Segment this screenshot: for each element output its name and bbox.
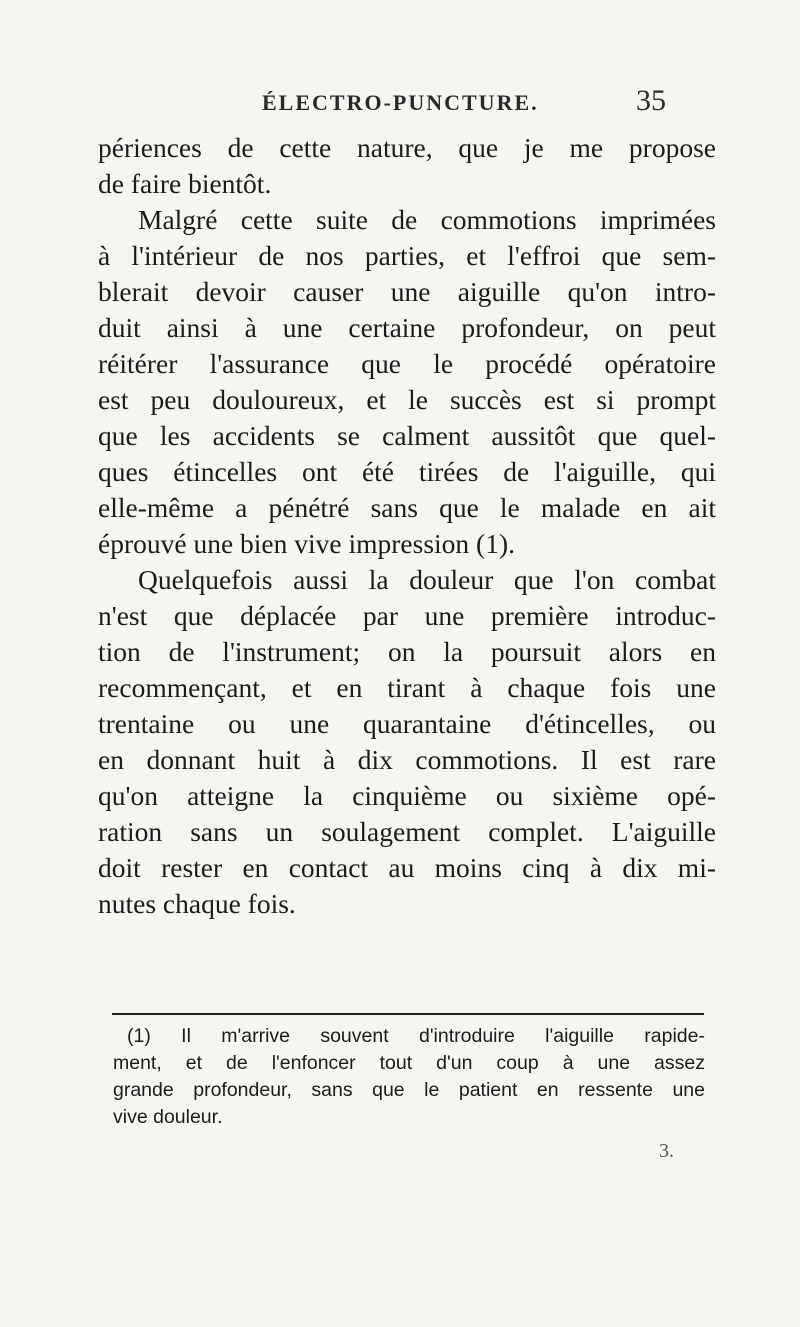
- text-line: de faire bientôt.: [98, 168, 272, 199]
- text-line: est peu douloureux, et le succès est si prompt: [98, 384, 716, 415]
- footnote-rule: [112, 1013, 704, 1015]
- text-line: n'est que déplacée par une première introduc-: [98, 600, 716, 631]
- footnote-line: ment, et de l'enfoncer tout d'un coup à une assez: [113, 1052, 705, 1074]
- text-line: Malgré cette suite de commotions imprimées: [138, 204, 716, 235]
- text-line: tion de l'instrument; on la poursuit alors en: [98, 636, 716, 667]
- footnote-line: vive douleur.: [113, 1106, 223, 1128]
- text-line: à l'intérieur de nos parties, et l'effroi que sem-: [98, 240, 716, 271]
- text-line: trentaine ou une quarantaine d'étincelles, ou: [98, 708, 716, 739]
- text-line: que les accidents se calment aussitôt que quel-: [98, 420, 716, 451]
- text-line: ration sans un soulagement complet. L'aiguille: [98, 816, 716, 847]
- text-line: réitérer l'assurance que le procédé opératoire: [98, 348, 716, 379]
- text-line: ques étincelles ont été tirées de l'aiguille, qui: [98, 456, 716, 487]
- text-line: Quelquefois aussi la douleur que l'on combat: [138, 564, 716, 595]
- footnote: [113, 1023, 705, 1131]
- text-line: qu'on atteigne la cinquième ou sixième opé-: [98, 780, 716, 811]
- page-header: [262, 84, 666, 120]
- running-title: ÉLECTRO-PUNCTURE.: [262, 90, 539, 115]
- text-line: recommençant, et en tirant à chaque fois une: [98, 672, 716, 703]
- text-line: éprouvé une bien vive impression (1).: [98, 528, 515, 559]
- footnote-line: grande profondeur, sans que le patient en ressente une: [113, 1079, 705, 1101]
- text-line: blerait devoir causer une aiguille qu'on intro-: [98, 276, 716, 307]
- text-line: en donnant huit à dix commotions. Il est rare: [98, 744, 716, 775]
- page-number: 35: [636, 84, 666, 117]
- footnote-line: (1) Il m'arrive souvent d'introduire l'aiguille rapide-: [127, 1025, 705, 1047]
- text-line: doit rester en contact au moins cinq à dix mi-: [98, 852, 716, 883]
- text-line: elle-même a pénétré sans que le malade en ait: [98, 492, 716, 523]
- text-line: nutes chaque fois.: [98, 888, 296, 919]
- text-line: duit ainsi à une certaine profondeur, on peut: [98, 312, 716, 343]
- text-line: périences de cette nature, que je me propose: [98, 132, 716, 163]
- signature-mark: 3.: [659, 1140, 674, 1162]
- main-text: [98, 130, 716, 922]
